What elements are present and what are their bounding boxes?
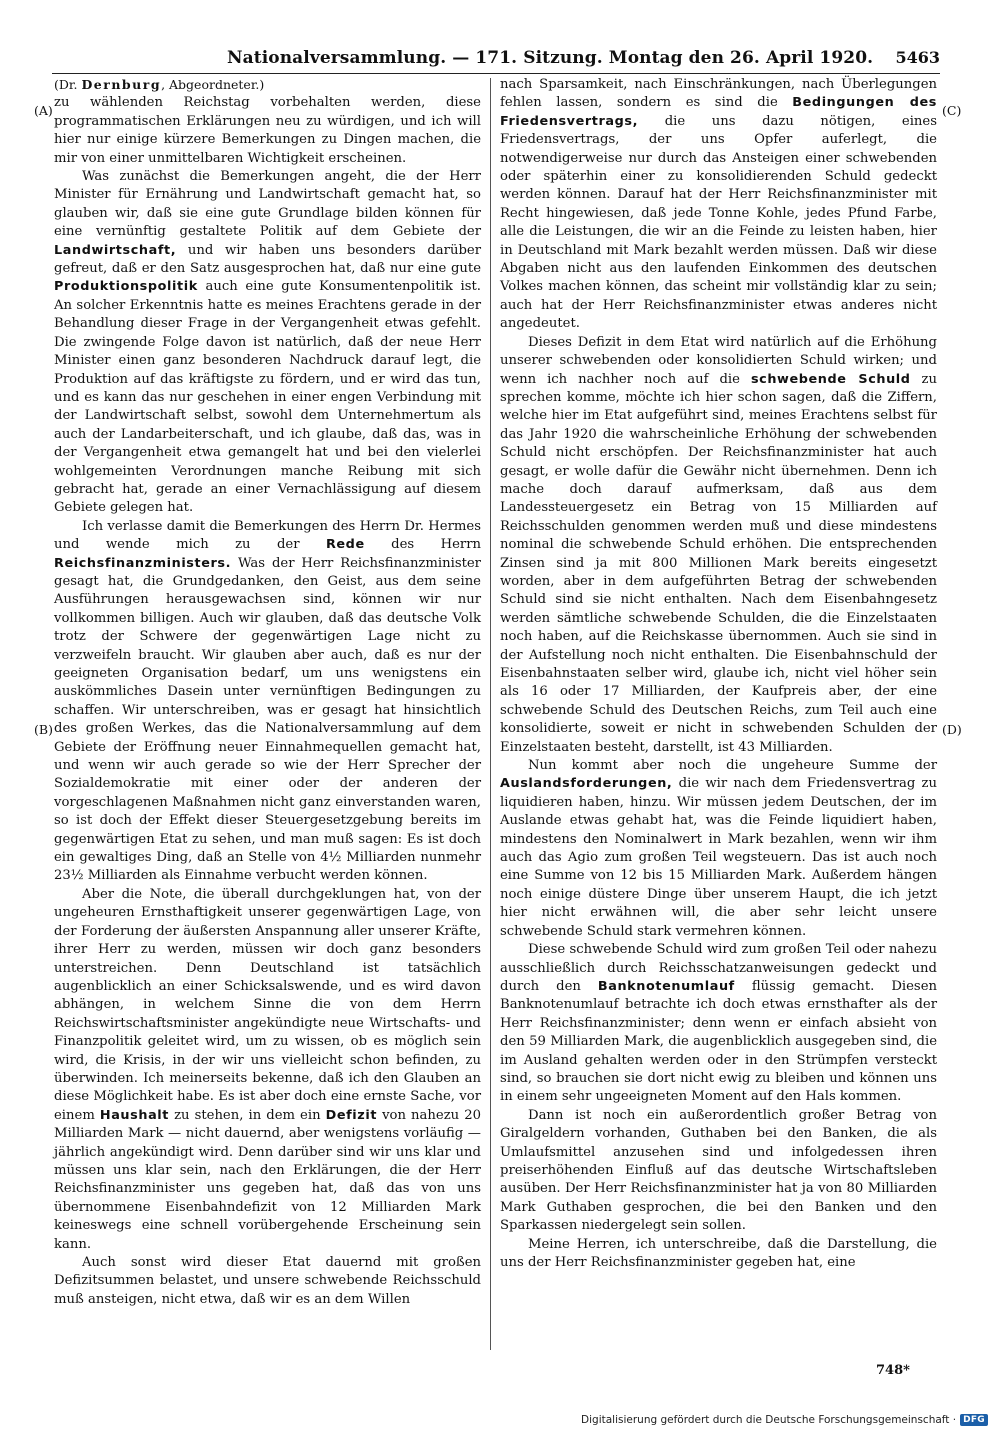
left-p3-text-c: Was der Herr Reichsfinanzminister gesagt hat, die Grundgedanken, den Geist, aus dem seine Ausführungen herausgewachsen sind, können wir nur vollkommen billigen. Auch wir glauben, daß das deutsche Volk trotz der Schwere der gegenwärtigen Lage nicht zu verzweifeln braucht. Wir glauben aber auch, daß es nur der geeigneten Organisation bedarf, um uns wenigstens ein auskömmliches Dasein unter vernünftigen Bedingungen zu schaffen. Wir unterschreiben, was er gesagt hat hinsichtlich des großen Werkes, das die Nationalversammlung auf dem Gebiete der Eröffnung neuer Einnahmequellen gemacht hat, und wenn wir auch gerade so wie der Herr Sprecher der Sozialdemokratie mit einer oder der anderen der vorgeschlagenen Maßnahmen nicht ganz einverstanden waren, so ist doch der Effekt dieser Steuergesetzgebung bereits im gegenwärtigen Etat zu sehen, und man muß sagen: Es ist doch ein gewaltiges Ding, daß an Stelle von 4½ Milliarden nunmehr 23½ Milliarden als Einnahme verbucht werden können. bbox=[54, 555, 481, 884]
margin-marker-c: (C) bbox=[942, 103, 962, 118]
speaker-name: Dernburg bbox=[81, 77, 162, 92]
column-divider bbox=[490, 78, 491, 1350]
left-p3-text-b: des Herrn bbox=[364, 537, 481, 553]
signature-mark: 748* bbox=[876, 1363, 910, 1378]
right-p4-text-b: flüssig gemacht. Diesen Banknotenumlauf betrachte ich doch etwas ernsthafter als der Herr Reichsfinanzminister; denn wenn er einfach absieht von den 59 Milliarden Mark, die augenblicklich ausgegeben sind, die im Ausland gehalten werden oder in den Strümpfen versteckt sind, so brauchen sie dort nicht ewig zu bleiben und können uns in einem sehr ungeeigneten Moment auf den Hals kommen. bbox=[500, 978, 937, 1105]
right-p1-emphasis-1: Bedingungen des Friedensvertrags, bbox=[500, 95, 937, 129]
left-p4-text-c: von nahezu 20 Milliarden Mark — nicht dauernd, aber wenigstens vorläufig — jährlich angekündigt wird. Denn darüber sind wir uns klar und müssen uns klar sein, nach den Erklärungen, die der Herr Reichsfinanzminister uns gegeben hat, daß das von uns übernommene Eisenbahndefizit von 12 Milliarden Mark keineswegs eine schnell vorübergehende Erscheinung sein kann. bbox=[54, 1107, 481, 1252]
left-paragraph-3 bbox=[54, 518, 481, 886]
left-p2-text-c: auch eine gute Konsumentenpolitik ist. An solcher Erkenntnis hatte es meines Erachtens gerade in der Behandlung dieser Frage in der Vergangenheit etwas gefehlt. Die zwingende Folge davon ist natürlich, daß der neue Herr Minister einen ganz besonderen Nachdruck darauf legt, die Produktion auf das kräftigste zu fördern, und er wird das tun, und es kann das nur geschehen in einer engen Verbindung mit der Landwirtschaft selbst, sowohl dem Unternehmertum als auch der Landarbeiterschaft, und ich glaube, daß das, was in der Vergangenheit etwa gemangelt hat und bei den vielerlei wohlgemeinten Verordnungen manche Reibung mit sich gebracht hat, gerade an einer Vernachlässigung auf diesem Gebiete gelegen hat. bbox=[54, 279, 481, 516]
right-paragraph-4 bbox=[500, 941, 937, 1107]
left-p2-emphasis-1: Landwirtschaft, bbox=[54, 242, 177, 258]
margin-marker-a: (A) bbox=[34, 103, 53, 118]
left-paragraph-4 bbox=[54, 886, 481, 1254]
left-paragraph-5: Auch sonst wird dieser Etat dauernd mit großen Defizitsummen belastet, und unsere schwebende Reichsschuld muß ansteigen, nicht etwa, daß wir es an dem Willen bbox=[54, 1255, 481, 1307]
right-p4-emphasis-1: Banknotenumlauf bbox=[597, 978, 735, 994]
left-p3-emphasis-1: Rede bbox=[325, 537, 365, 553]
right-paragraph-1 bbox=[500, 76, 937, 334]
header-rule bbox=[52, 73, 940, 74]
speaker-attribution bbox=[54, 76, 481, 94]
left-p2-text-a: Was zunächst die Bemerkungen angeht, die der Herr Minister für Ernährung und Landwirtschaft gemacht hat, so glauben wir, daß sie eine gute Grundlage bilden können für eine vernünftig gestaltete Politik auf dem Gebiete der bbox=[54, 169, 481, 240]
left-p2-text-b: und wir haben uns besonders darüber gefreut, daß er den Satz ausgesprochen hat, daß nur eine gute bbox=[54, 242, 481, 277]
right-paragraph-3 bbox=[500, 757, 937, 941]
right-p2-emphasis-1: schwebende Schuld bbox=[750, 371, 911, 387]
running-title: Nationalversammlung. — 171. Sitzung. Montag den 26. April 1920. bbox=[227, 48, 874, 68]
left-p4-emphasis-1: Haushalt bbox=[99, 1107, 170, 1123]
right-p4-text-a: Diese schwebende Schuld wird zum großen Teil oder nahezu ausschließlich durch Reichsschatzanweisungen gedeckt und durch den bbox=[500, 942, 937, 994]
margin-marker-d: (D) bbox=[942, 722, 962, 737]
left-paragraph-2 bbox=[54, 168, 481, 518]
dfg-logo: DFG bbox=[960, 1414, 988, 1426]
credit-text: Digitalisierung gefördert durch die Deutsche Forschungsgemeinschaft · bbox=[581, 1414, 957, 1426]
digitization-credit bbox=[581, 1412, 988, 1428]
right-p2-text-a: Dieses Defizit in dem Etat wird natürlich auf die Erhöhung unserer schwebenden oder konsolidierten Schuld wirken; und wenn ich nachher noch auf die bbox=[500, 334, 937, 387]
right-p3-text-b: die wir nach dem Friedensvertrag zu liquidieren haben, hinzu. Wir müssen jedem Deutschen, der im Auslande etwas gehabt hat, was die Feinde liquidiert haben, mindestens den Nominalwert in Mark bezahlen, wenn wir ihm auch das Agio zum großen Teil wegsteuern. Das ist auch noch eine Summe von 12 bis 15 Milliarden Mark. Außerdem hängen noch einige düstere Dinge über unserem Haupt, die ich jetzt hier nicht erwähnen will, die aber sehr leicht unsere schwebende Schuld stark vermehren können. bbox=[500, 776, 937, 939]
right-paragraph-5: Dann ist noch ein außerordentlich großer Betrag von Giralgeldern vorhanden, Guthaben bei den Banken, die als Umlaufsmittel anzusehen sind und infolgedessen ihren preiserhöhenden Einfluß auf das deutsche Wirtschaftsleben ausüben. Der Herr Reichsfinanzminister hat ja von 80 Milliarden Mark Guthaben gesprochen, die bei den Banken und den Sparkassen niedergelegt sein sollen. bbox=[500, 1107, 937, 1234]
left-p2-emphasis-2: Produktionspolitik bbox=[54, 279, 198, 295]
margin-marker-b: (B) bbox=[34, 722, 53, 737]
left-p4-text-a: Aber die Note, die überall durchgeklungen hat, von der ungeheuren Ernsthaftigkeit unserer gegenwärtigen Lage, von der Forderung der äußersten Anspannung aller unserer Kräfte, ihrer Herr zu werden, müssen wir doch ganz besonders unterstreichen. Denn Deutschland ist tatsächlich augenblicklich an einer Schicksalswende, und es wird davon abhängen, in welchem Sinne die von dem Herrn Reichswirtschaftsminister angekündigte neue Wirtschafts- und Finanzpolitik geleitet wird, um zu wissen, ob es möglich sein wird, die Krisis, in der wir uns vielleicht schon befinden, zu überwinden. Ich meinerseits bekenne, daß ich den Glauben an diese Möglichkeit habe. Es ist aber doch eine ernste Sache, vor einem bbox=[54, 886, 481, 1123]
left-p3-emphasis-2: Reichsfinanzministers. bbox=[54, 555, 232, 571]
right-paragraph-6: Meine Herren, ich unterschreibe, daß die Darstellung, die uns der Herr Reichsfinanzminister gegeben hat, eine bbox=[500, 1236, 937, 1270]
page-number: 5463 bbox=[895, 48, 940, 67]
right-p2-text-b: zu sprechen komme, möchte ich hier schon sagen, daß die Ziffern, welche hier im Etat aufgeführt sind, meines Erachtens selbst für das Jahr 1920 die wahrscheinliche Erhöhung der schwebenden Schuld nicht erschöpfen. Der Reichsfinanzminister hat auch gesagt, er wolle dafür die Gewähr nicht übernehmen. Denn ich mache doch darauf aufmerksam, daß aus dem Landessteuergesetz ein Betrag von 15 Milliarden auf Reichsschulden genommen werden muß und diese mindestens nominal die schwebende Schuld erhöhen. Die entsprechenden Zinsen sind ja mit 800 Millionen Mark bereits eingesetzt worden, aber in dem aufgeführten Betrag der schwebenden Schuld sind sie nicht enthalten. Nach dem Eisenbahngesetz werden sämtliche schwebende Schulden, die die Einzelstaaten noch haben, auf die Reichskasse übernommen. Auch sie sind in der Aufstellung noch nicht enthalten. Die Eisenbahnschuld der Eisenbahnstaaten selber wird, glaube ich, nicht viel höher sein als 16 oder 17 Milliarden, der Kaufpreis aber, der eine schwebende Schuld des Deutschen Reichs, zum Teil auch eine konsolidierte, soweit er nicht in schwebenden Schulden der Einzelstaaten besteht, darstellt, ist 43 Milliarden. bbox=[500, 371, 937, 755]
right-paragraph-2 bbox=[500, 334, 937, 757]
right-column bbox=[500, 76, 937, 1272]
right-p3-emphasis-1: Auslandsforderungen, bbox=[500, 776, 673, 792]
page-header bbox=[52, 48, 940, 74]
right-p3-text-a: Nun kommt aber noch die ungeheure Summe der bbox=[528, 758, 937, 774]
left-p3-text-a: Ich verlasse damit die Bemerkungen des Herrn Dr. Hermes und wende mich zu der bbox=[54, 518, 481, 553]
left-column bbox=[54, 76, 481, 1309]
left-p4-emphasis-2: Defizit bbox=[325, 1107, 378, 1123]
left-p4-text-b: zu stehen, in dem ein bbox=[169, 1107, 326, 1123]
left-paragraph-1: zu wählenden Reichstag vorbehalten werden, diese programmatischen Erklärungen neu zu würdigen, und ich will hier nur einige kürzere Bemerkungen zu Dingen machen, die mir von einer unmittelbaren Wichtigkeit erscheinen. bbox=[54, 95, 481, 166]
speaker-role: , Abgeordneter.) bbox=[161, 77, 265, 92]
speaker-open: (Dr. bbox=[54, 77, 82, 92]
right-p1-text-a: nach Sparsamkeit, nach Einschränkungen, nach Überlegungen fehlen lassen, sondern es sind die bbox=[500, 77, 937, 111]
right-p1-text-b: die uns dazu nötigen, eines Friedensvertrags, der uns Opfer auferlegt, die notwendigerweise nur durch das Ansteigen einer schwebenden oder späterhin einer zu konsolidierenden Schuld gedeckt werden können. Darauf hat der Herr Reichsfinanzminister mit Recht hingewiesen, daß jede Tonne Kohle, jedes Pfund Farbe, alle die Leistungen, die wir an die Feinde zu leisten haben, hier in Deutschland mit Mark bezahlt werden müssen. Daß wir diese Abgaben nicht aus den laufenden Einkommen des deutschen Volkes machen können, das scheint mir vollständig klar zu sein; auch hat der Herr Reichsfinanzminister etwas anderes nicht angedeutet. bbox=[500, 113, 937, 332]
